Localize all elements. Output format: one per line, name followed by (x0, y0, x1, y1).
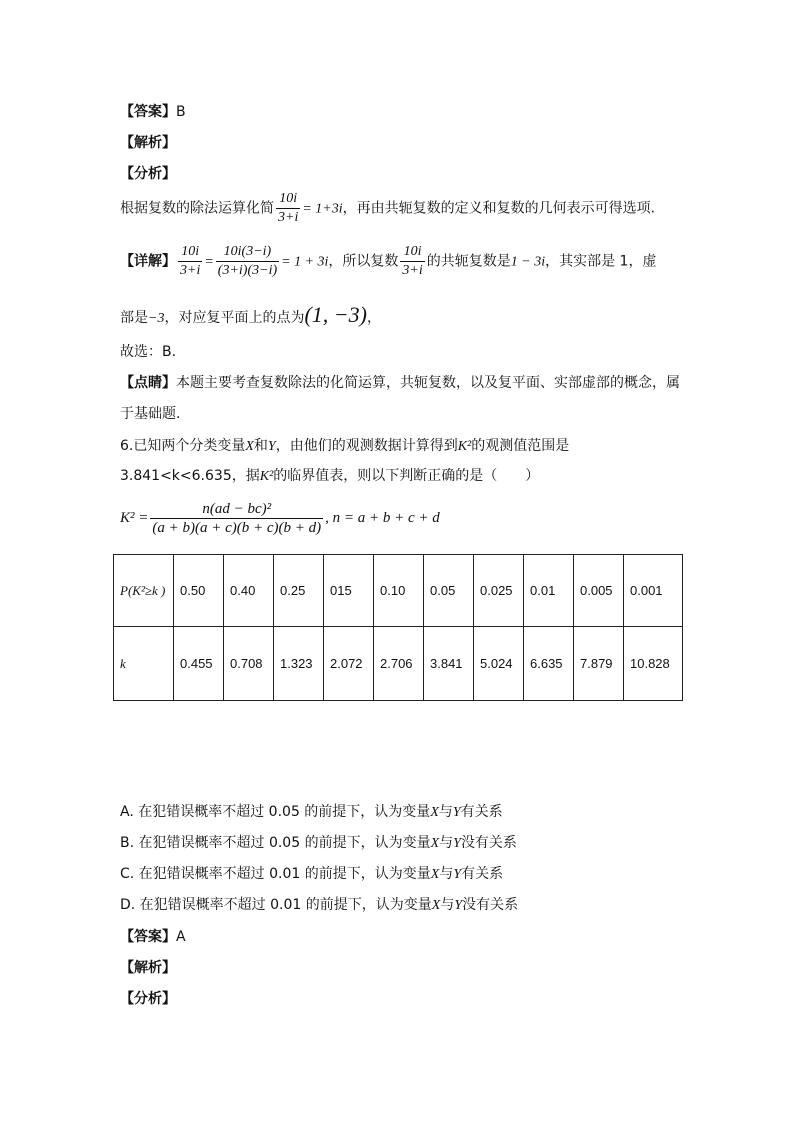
table-cell: 0.10 (374, 555, 424, 627)
var-x: X (430, 836, 440, 851)
q6-stem-line-2 (120, 466, 539, 487)
option-c[interactable] (120, 864, 503, 885)
option-text: B. 在犯错误概率不超过 0.05 的前提下，认为变量 (120, 835, 431, 851)
detail-line: 【详解】 $\frac{10i}{3+i}$ = $\frac{10i(3-i)}{(3+i)(3-i)}$ = 1 + 3i，所以复数 $\frac{10i}{3+i}$ 的共轭复数是1 − 3i，其实部是 1，虚 (120, 244, 657, 278)
formula-denominator: (a + b)(a + c)(b + c)(b + d) (152, 520, 322, 536)
detail-result: = 1 + 3i (281, 254, 329, 270)
table-cell: 0.005 (574, 555, 624, 627)
complex-point: (1, −3) (304, 302, 367, 327)
with-word: 与 (440, 897, 455, 913)
table-cell: 0.25 (274, 555, 324, 627)
var-y: Y (452, 805, 461, 820)
detail-text-3: ，其实部是 1，虚 (545, 253, 657, 270)
detail-text-2: 的共轭复数是 (426, 253, 511, 270)
jiexi-label-5: 【解析】 (120, 135, 176, 151)
q6-stem-2b: 的临界值表，则以下判断正确的是（ ） (273, 468, 540, 484)
table-cell: 2.072 (324, 627, 374, 701)
critical-value-table (113, 554, 683, 701)
var-x: X (430, 805, 439, 820)
var-x: X (431, 898, 441, 913)
table-cell: 3.841 (424, 627, 474, 701)
comment-line-1 (120, 373, 680, 393)
detail-frac-1: $\frac{10i}{3+i}$ (180, 244, 201, 278)
comment-text-1: 本题主要考查复数除法的化简运算，共轭复数，以及复平面、实部虚部的概念，属 (176, 375, 680, 391)
option-b[interactable] (120, 833, 517, 854)
detail-frac-2: $\frac{10i(3-i)}{(3+i)(3-i)}$ (217, 244, 278, 278)
option-text-end: 没有关系 (460, 835, 517, 851)
analysis-text-post: ，再由共轭复数的定义和复数的几何表示可得选项. (342, 200, 656, 217)
with-word: 与 (439, 866, 454, 882)
table-head-k: k (114, 627, 174, 701)
answer-tag: 【答案】 (120, 104, 176, 120)
analysis-line (120, 190, 655, 227)
var-y: Y (267, 439, 276, 454)
detail-text-1: ，所以复数 (328, 253, 399, 270)
var-y: Y (453, 836, 461, 851)
q6-stem-line-1 (120, 436, 569, 457)
table-row-p (114, 555, 683, 627)
detail-line2-b: ，对应复平面上的点为 (164, 310, 305, 326)
table-cell: 10.828 (624, 627, 683, 701)
conjugate: 1 − 3i (510, 254, 546, 270)
detail-line-2 (120, 302, 381, 329)
var-y: Y (453, 867, 462, 882)
option-d[interactable] (120, 895, 518, 916)
k-squared: K² (259, 469, 274, 484)
table-cell: 1.323 (274, 627, 324, 701)
formula-lhs: K² = (120, 509, 149, 526)
answer-line-5 (120, 102, 186, 122)
formula-fraction (150, 500, 323, 537)
fenxi-label-5: 【分析】 (120, 166, 176, 182)
k-squared: K² (457, 439, 472, 454)
answer-line-6 (120, 927, 186, 947)
table-cell: 5.024 (474, 627, 524, 701)
formula-numerator: n(ad − bc)² (150, 500, 323, 519)
answer-value: A (176, 929, 186, 945)
option-text: D. 在犯错误概率不超过 0.01 的前提下，认为变量 (120, 897, 432, 913)
option-a[interactable] (120, 802, 503, 823)
option-text-end: 有关系 (461, 866, 504, 882)
table-row-k (114, 627, 683, 701)
var-y: Y (454, 898, 463, 913)
table-cell: 0.05 (424, 555, 474, 627)
detail-line2-c: ， (366, 310, 381, 326)
answer-tag: 【答案】 (120, 929, 176, 945)
q6-stem-2a: 3.841<k<6.635，据 (120, 468, 260, 484)
var-x: X (430, 867, 440, 882)
table-cell: 2.706 (374, 627, 424, 701)
detail-frac-3: $\frac{10i}{3+i}$ (402, 244, 423, 278)
table-cell: 0.50 (174, 555, 224, 627)
q6-and: 和 (253, 438, 268, 454)
table-cell: 0.001 (624, 555, 683, 627)
formula-tail: , n = a + b + c + d (325, 509, 440, 526)
detail-line2-a: 部是 (120, 310, 148, 326)
option-text-end: 有关系 (460, 804, 503, 820)
comment-tag: 【点睛】 (120, 375, 176, 391)
choose-line: 故选：B. (120, 344, 177, 360)
k2-formula (120, 500, 440, 537)
jiexi-label-6: 【解析】 (120, 960, 176, 976)
q6-stem-1c: 的观测值范围是 (471, 438, 570, 454)
detail-tag: 【详解】 (120, 253, 176, 270)
with-word: 与 (438, 804, 453, 820)
option-text: A. 在犯错误概率不超过 0.05 的前提下，认为变量 (120, 804, 431, 820)
q6-stem-1a: 6.已知两个分类变量 (120, 438, 246, 454)
answer-value: B (176, 104, 186, 120)
analysis-text-pre: 根据复数的除法运算化简 (120, 200, 274, 217)
option-text: C. 在犯错误概率不超过 0.01 的前提下，认为变量 (120, 866, 431, 882)
with-word: 与 (439, 835, 454, 851)
table-cell: 0.01 (524, 555, 574, 627)
table-cell: 015 (324, 555, 374, 627)
imag-part: −3 (148, 311, 165, 326)
fraction-10i-over-3pi: $\frac{10i}{3+i}$ (278, 191, 299, 225)
table-cell: 7.879 (574, 627, 624, 701)
q6-stem-1b: ，由他们的观测数据计算得到 (275, 438, 458, 454)
table-cell: 0.708 (224, 627, 274, 701)
fenxi-label-6: 【分析】 (120, 991, 176, 1007)
table-cell: 0.025 (474, 555, 524, 627)
comment-line-2: 于基础题. (120, 406, 181, 422)
table-cell: 6.635 (524, 627, 574, 701)
var-x: X (245, 439, 254, 454)
table-cell: 0.40 (224, 555, 274, 627)
analysis-result: = 1+3i (302, 201, 343, 217)
table-head-p: P(K²≥k ) (114, 555, 174, 627)
table-cell: 0.455 (174, 627, 224, 701)
option-text-end: 没有关系 (462, 897, 519, 913)
